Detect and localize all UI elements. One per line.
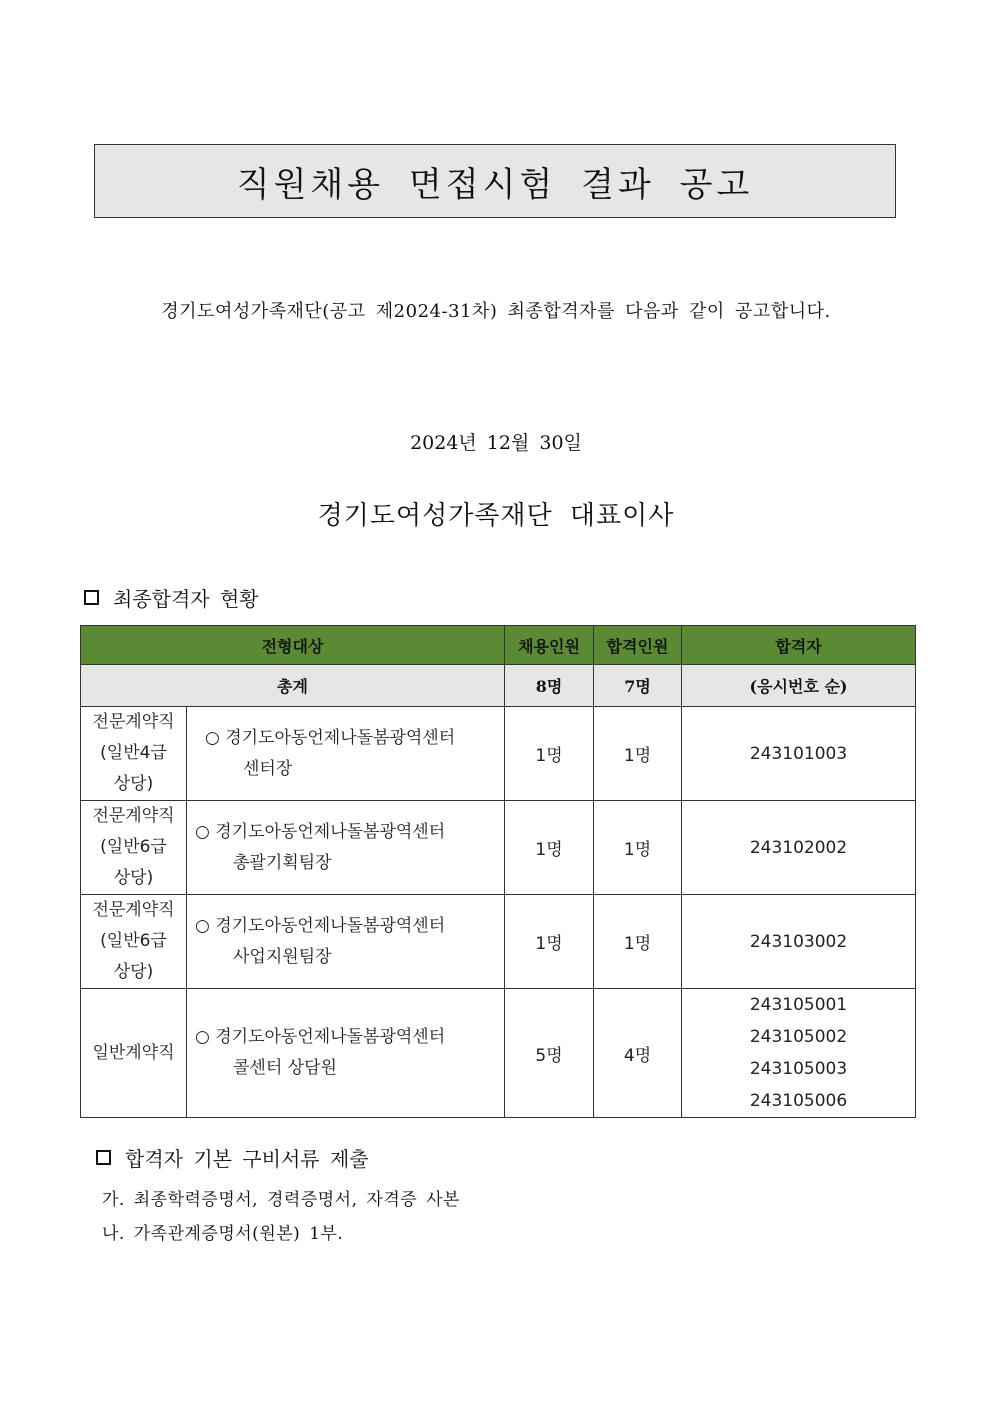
hired-cell: 5명	[505, 989, 594, 1118]
applicant-ids-cell	[682, 707, 916, 801]
job-type-line: 상당)	[113, 868, 154, 888]
applicant-id: 243105001	[749, 995, 848, 1015]
table-row	[81, 801, 916, 895]
job-type-line: 전문계약직	[92, 806, 175, 826]
hired-cell: 1명	[505, 707, 594, 801]
page-title: 직원채용 면접시험 결과 공고	[236, 164, 754, 205]
applicant-ids-cell	[682, 895, 916, 989]
document-item: 가. 최종학력증명서, 경력증명서, 자격증 사본	[102, 1190, 460, 1210]
intro-text: 경기도여성가족재단(공고 제2024-31차) 최종합격자를 다음과 같이 공고합니다.	[161, 301, 831, 322]
applicant-id: 243103002	[749, 931, 848, 952]
passed-cell: 1명	[594, 707, 682, 801]
job-type-line: (일반6급	[100, 931, 167, 951]
position-line: 센터장	[243, 758, 293, 779]
total-note: (응시번호 순)	[682, 665, 916, 707]
table-header-row	[81, 626, 916, 665]
position-line: 콜센터 상담원	[233, 1058, 337, 1078]
hired-cell: 1명	[505, 801, 594, 895]
title-box	[94, 144, 896, 218]
position-line: ○ 경기도아동언제나돌봄광역센터	[195, 821, 446, 842]
passed-cell: 1명	[594, 801, 682, 895]
table-row	[81, 895, 916, 989]
checkbox-square-icon	[84, 590, 99, 605]
applicant-id: 243105006	[749, 1091, 848, 1111]
signer: 경기도여성가족재단 대표이사	[317, 501, 675, 531]
section-heading-documents	[96, 1143, 369, 1172]
total-label: 총계	[81, 665, 505, 707]
header-hired: 채용인원	[505, 626, 594, 665]
position-cell	[187, 707, 505, 801]
job-type-line: 상당)	[113, 962, 154, 982]
checkbox-square-icon	[96, 1150, 111, 1165]
position-line: ○ 경기도아동언제나돌봄광역센터	[195, 1027, 446, 1047]
position-cell	[187, 989, 505, 1118]
section-heading-results-label: 최종합격자 현황	[113, 587, 259, 611]
job-type-line: 전문계약직	[92, 900, 175, 920]
position-cell	[187, 895, 505, 989]
applicant-id: 243102002	[749, 837, 848, 858]
job-type-line: (일반4급	[100, 743, 167, 763]
passed-cell: 1명	[594, 895, 682, 989]
passed-cell: 4명	[594, 989, 682, 1118]
applicant-ids-cell	[682, 801, 916, 895]
hired-cell: 1명	[505, 895, 594, 989]
position-line: 총괄기획팀장	[233, 852, 332, 873]
applicant-ids-cell	[682, 989, 916, 1118]
results-table	[80, 625, 916, 1118]
job-type-line: (일반6급	[100, 837, 167, 857]
position-line: ○ 경기도아동언제나돌봄광역센터	[205, 727, 456, 748]
total-passed: 7명	[594, 665, 682, 707]
job-type-cell	[81, 895, 187, 989]
announcement-date: 2024년 12월 30일	[410, 432, 582, 454]
position-line: 사업지원팀장	[233, 946, 332, 967]
document-item: 나. 가족관계증명서(원본) 1부.	[102, 1224, 344, 1244]
position-line: ○ 경기도아동언제나돌봄광역센터	[195, 915, 446, 936]
total-hired: 8명	[505, 665, 594, 707]
applicant-id: 243105002	[749, 1027, 848, 1047]
table-row	[81, 989, 916, 1118]
header-successful: 합격자	[682, 626, 916, 665]
applicant-id: 243101003	[749, 743, 848, 764]
job-type-line: 전문계약직	[92, 712, 175, 732]
job-type-line: 상당)	[113, 774, 154, 794]
header-target: 전형대상	[81, 626, 505, 665]
job-type-cell	[81, 989, 187, 1118]
section-heading-documents-label: 합격자 기본 구비서류 제출	[125, 1147, 369, 1171]
header-passed: 합격인원	[594, 626, 682, 665]
job-type-line: 일반계약직	[92, 1042, 175, 1063]
table-row	[81, 707, 916, 801]
table-total-row	[81, 665, 916, 707]
job-type-cell	[81, 801, 187, 895]
section-heading-results	[84, 583, 259, 612]
applicant-id: 243105003	[749, 1059, 848, 1079]
job-type-cell	[81, 707, 187, 801]
position-cell	[187, 801, 505, 895]
